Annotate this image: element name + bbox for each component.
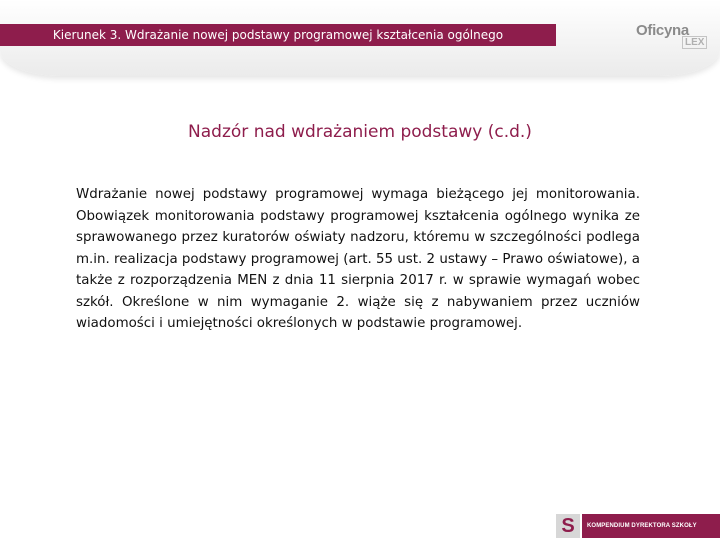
logo-sub: LEX (682, 36, 707, 49)
footer-logo-mark: S (556, 514, 580, 538)
footer-label: KOMPENDIUM DYREKTORA SZKOŁY (582, 514, 720, 538)
publisher-logo (636, 22, 712, 52)
slide-body: Wdrażanie nowej podstawy programowej wymaga bieżącego jej monitorowania. Obowiązek monitorowania podstawy programowej kształcenia ogólnego wynika ze sprawowanego przez kuratorów oświaty nadzoru, któremu w szczególności podlega m.in. realizacja podstawy programowej (art. 55 ust. 2 ustawy – Prawo oświatowe), a także z rozporządzenia MEN z dnia 11 sierpnia 2017 r. w sprawie wymagań wobec szkół. Określone w nim wymaganie 2. wiąże się z nabywaniem przez uczniów wiadomości i umiejętności określonych w podstawie programowej. (76, 187, 640, 331)
slide-title: Nadzór nad wdrażaniem podstawy (c.d.) (188, 122, 532, 142)
section-header: Kierunek 3. Wdrażanie nowej podstawy programowej kształcenia ogólnego (0, 24, 556, 46)
logo-name: Oficyna (636, 22, 689, 39)
footer-badge (556, 512, 720, 540)
